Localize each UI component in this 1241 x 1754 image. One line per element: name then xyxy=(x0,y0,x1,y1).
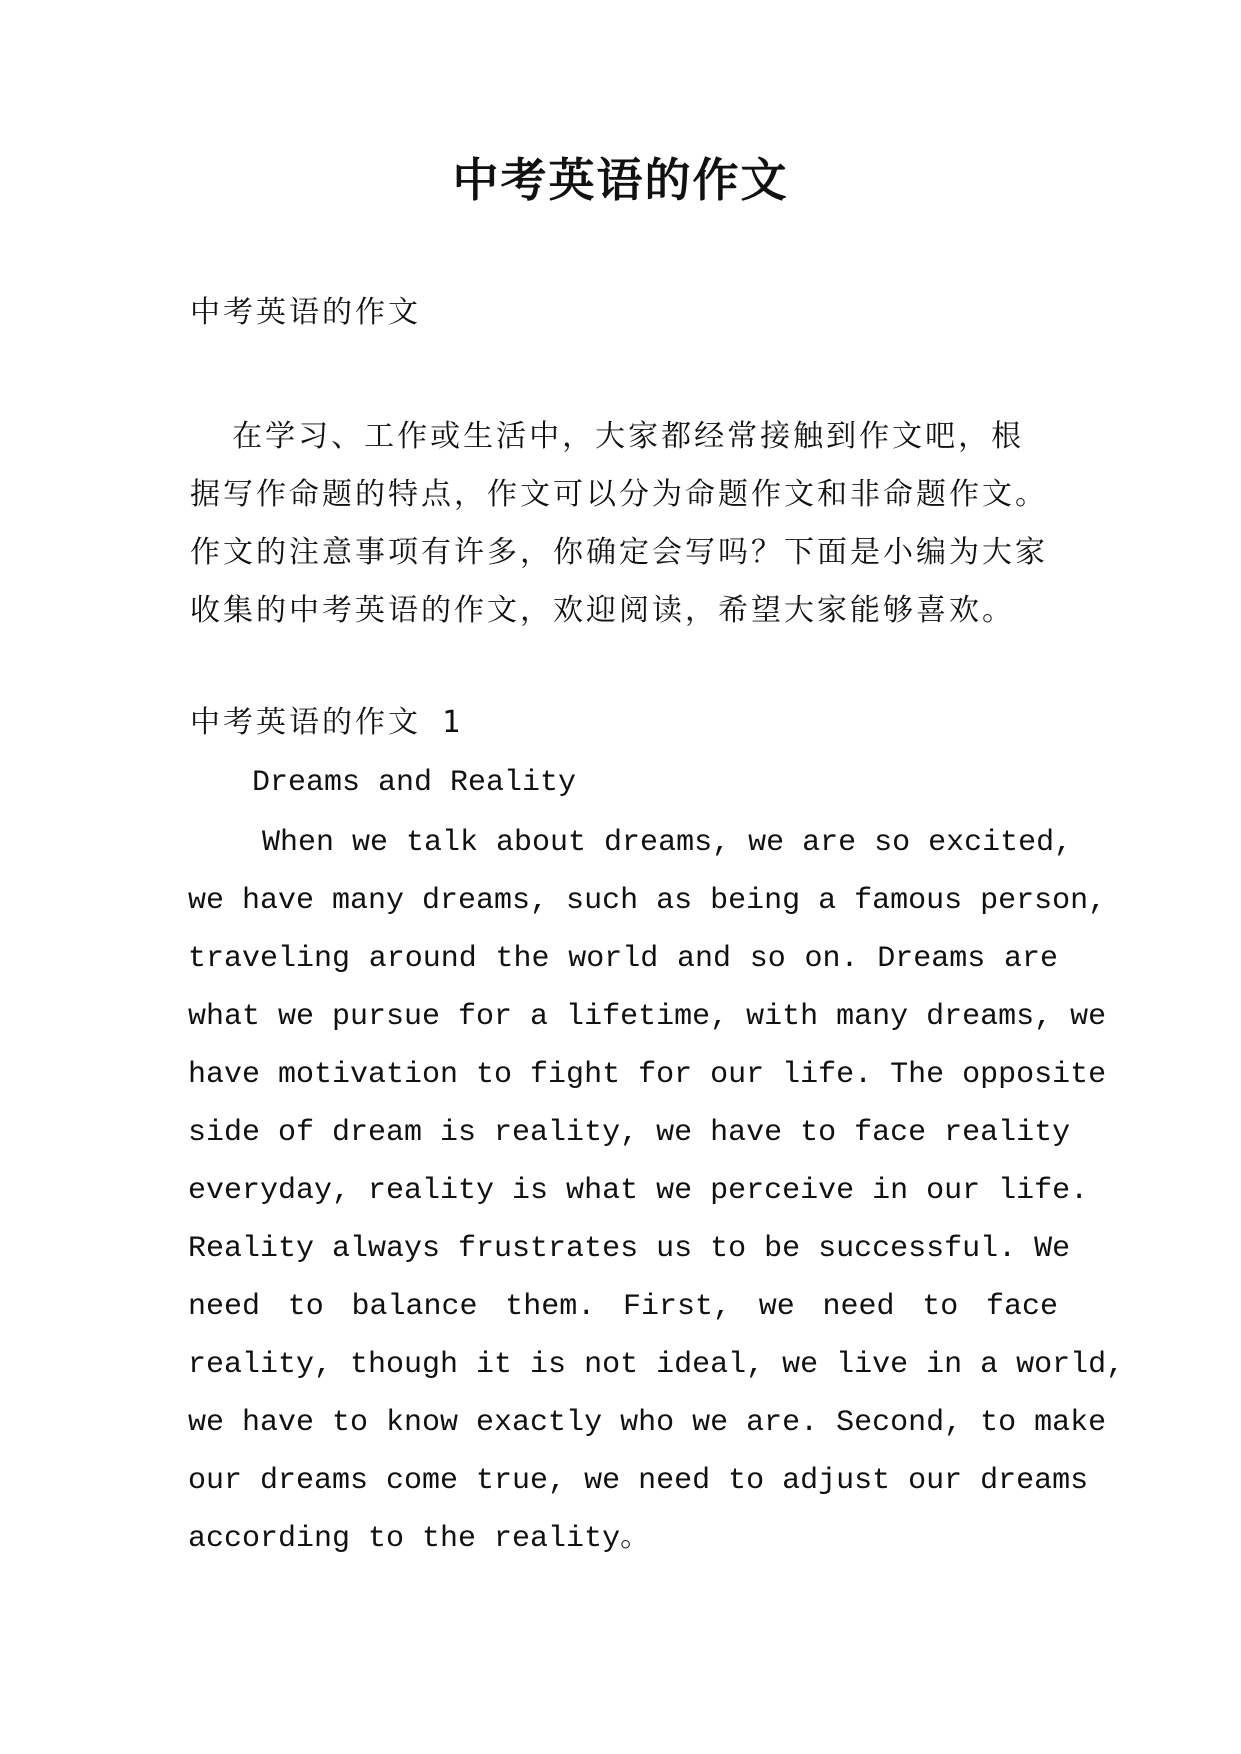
intro-line: 收集的中考英语的作文，欢迎阅读，希望大家能够喜欢。 xyxy=(190,593,1015,628)
essay-line: according to the reality。 xyxy=(188,1522,651,1556)
essay-line: When we talk about dreams, we are so excited, xyxy=(262,826,1073,860)
essay-line: we have to know exactly who we are. Second, to make xyxy=(188,1406,1107,1440)
essay-line: have motivation to fight for our life. The opposite xyxy=(188,1058,1107,1092)
essay-line: what we pursue for a lifetime, with many dreams, we xyxy=(188,1000,1107,1034)
intro-paragraph xyxy=(190,408,1090,640)
document-subtitle: 中考英语的作文 xyxy=(190,295,421,330)
essay-line: everyday, reality is what we perceive in our life. xyxy=(188,1174,1089,1208)
essay-title: Dreams and Reality xyxy=(252,766,577,800)
intro-line: 在学习、工作或生活中，大家都经常接触到作文吧，根 xyxy=(232,419,1025,454)
essay-line: our dreams come true, we need to adjust our dreams xyxy=(188,1464,1089,1498)
essay-line: side of dream is reality, we have to face reality xyxy=(188,1116,1071,1150)
essay-line: reality, though it is not ideal, we live in a world, xyxy=(188,1348,1125,1382)
essay-line: need to balance them. First, we need to face xyxy=(188,1290,1058,1324)
section-heading: 中考英语的作文 1 xyxy=(190,705,464,740)
document-title: 中考英语的作文 xyxy=(452,153,789,207)
essay-line: we have many dreams, such as being a famous person, xyxy=(188,884,1107,918)
essay-line: traveling around the world and so on. Dreams are xyxy=(188,942,1058,976)
intro-line: 作文的注意事项有许多，你确定会写吗？下面是小编为大家 xyxy=(190,535,1048,570)
intro-line: 据写作命题的特点，作文可以分为命题作文和非命题作文。 xyxy=(190,477,1048,512)
essay-body xyxy=(188,814,1125,1568)
essay-line: Reality always frustrates us to be successful. We xyxy=(188,1232,1071,1266)
